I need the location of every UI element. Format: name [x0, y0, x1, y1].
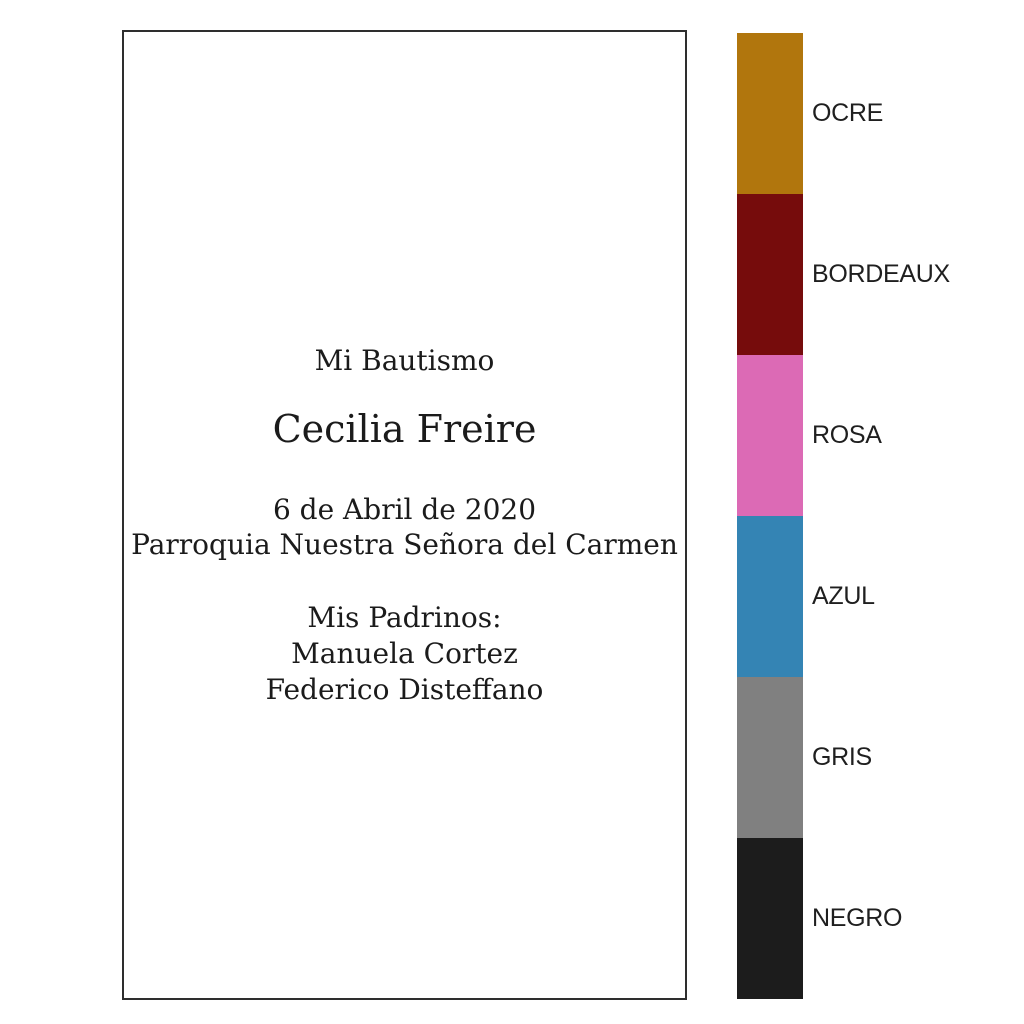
- card-title: Mi Bautismo: [314, 344, 495, 377]
- color-label-ocre: OCRE: [812, 99, 884, 127]
- color-swatch-azul[interactable]: [737, 516, 803, 677]
- color-option-ocre: [737, 33, 1024, 194]
- color-swatch-bordeaux[interactable]: [737, 194, 803, 355]
- color-swatch-gris[interactable]: [737, 677, 803, 838]
- color-label-bordeaux: BORDEAUX: [812, 260, 950, 288]
- color-label-gris: GRIS: [812, 743, 872, 771]
- invitation-card-preview: [122, 30, 687, 1000]
- color-swatch-rosa[interactable]: [737, 355, 803, 516]
- card-godparent-1: Manuela Cortez: [291, 637, 518, 670]
- card-name: Cecilia Freire: [272, 407, 537, 451]
- color-option-bordeaux: [737, 194, 1024, 355]
- color-option-azul: [737, 516, 1024, 677]
- card-godparents-heading: Mis Padrinos:: [307, 601, 502, 634]
- color-swatch-negro[interactable]: [737, 838, 803, 999]
- card-date: 6 de Abril de 2020: [272, 493, 537, 526]
- card-venue: Parroquia Nuestra Señora del Carmen: [131, 528, 678, 561]
- color-option-gris: [737, 677, 1024, 838]
- color-option-negro: [737, 838, 1024, 999]
- color-palette: [737, 33, 1024, 999]
- color-label-negro: NEGRO: [812, 904, 903, 932]
- color-option-rosa: [737, 355, 1024, 516]
- card-godparent-2: Federico Disteffano: [265, 673, 544, 706]
- color-swatch-ocre[interactable]: [737, 33, 803, 194]
- color-label-rosa: ROSA: [812, 421, 882, 449]
- color-label-azul: AZUL: [812, 582, 875, 610]
